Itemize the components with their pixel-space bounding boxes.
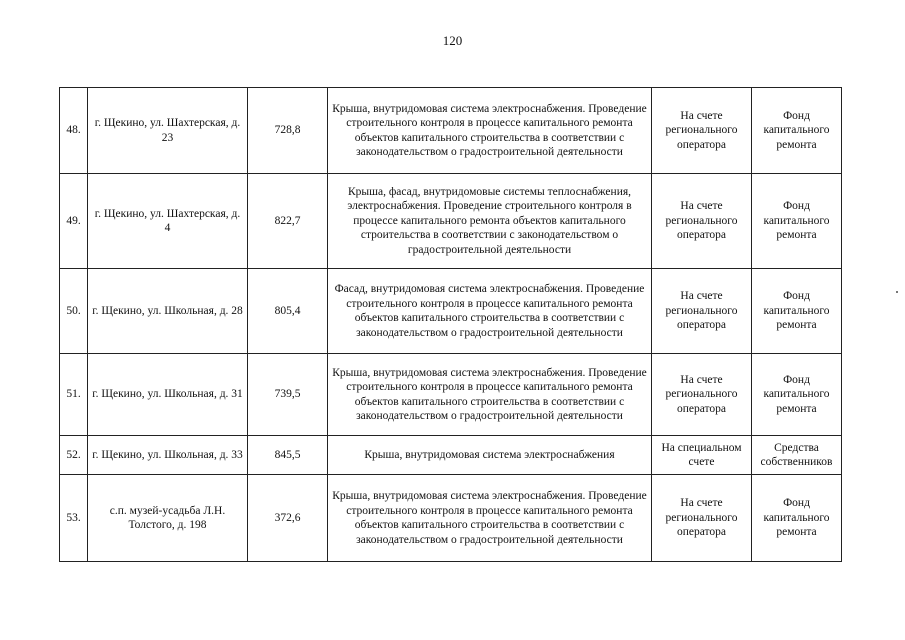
funding-cell: Фонд капитального ремонта	[752, 174, 842, 269]
row-number: 48.	[60, 88, 88, 174]
funding-cell: Фонд капитального ремонта	[752, 269, 842, 354]
row-number: 50.	[60, 269, 88, 354]
account-cell: На счете регионального оператора	[652, 269, 752, 354]
address-cell: с.п. музей-усадьба Л.Н. Толстого, д. 198	[88, 475, 248, 562]
area-cell: 805,4	[248, 269, 328, 354]
area-cell: 728,8	[248, 88, 328, 174]
table-row	[60, 88, 842, 174]
address-cell: г. Щекино, ул. Шахтерская, д. 4	[88, 174, 248, 269]
funding-cell: Фонд капитального ремонта	[752, 475, 842, 562]
scan-speck	[896, 291, 898, 293]
account-cell: На специальном счете	[652, 436, 752, 475]
area-cell: 845,5	[248, 436, 328, 475]
account-cell: На счете регионального оператора	[652, 475, 752, 562]
address-cell: г. Щекино, ул. Шахтерская, д. 23	[88, 88, 248, 174]
address-cell: г. Щекино, ул. Школьная, д. 28	[88, 269, 248, 354]
funding-cell: Фонд капитального ремонта	[752, 88, 842, 174]
row-number: 51.	[60, 354, 88, 436]
funding-cell: Средства собственников	[752, 436, 842, 475]
works-cell: Крыша, внутридомовая система электроснабжения. Проведение строительного контроля в процессе капитального ремонта объектов капитального строительства в соответствии с законодательством о градостроительной деятельности	[328, 88, 652, 174]
table-row	[60, 475, 842, 562]
row-number: 52.	[60, 436, 88, 475]
row-number: 53.	[60, 475, 88, 562]
table-row	[60, 174, 842, 269]
account-cell: На счете регионального оператора	[652, 354, 752, 436]
works-cell: Крыша, фасад, внутридомовые системы теплоснабжения, электроснабжения. Проведение строительного контроля в процессе капитального ремонта объектов капитального строительства в соответствии с законодательством о градостроительной деятельности	[328, 174, 652, 269]
account-cell: На счете регионального оператора	[652, 174, 752, 269]
works-cell: Крыша, внутридомовая система электроснабжения. Проведение строительного контроля в процессе капитального ремонта объектов капитального строительства в соответствии с законодательством о градостроительной деятельности	[328, 475, 652, 562]
area-cell: 822,7	[248, 174, 328, 269]
works-cell: Крыша, внутридомовая система электроснабжения	[328, 436, 652, 475]
page-number: 120	[442, 33, 463, 48]
funding-cell: Фонд капитального ремонта	[752, 354, 842, 436]
area-cell: 372,6	[248, 475, 328, 562]
address-cell: г. Щекино, ул. Школьная, д. 31	[88, 354, 248, 436]
area-cell: 739,5	[248, 354, 328, 436]
table-row	[60, 269, 842, 354]
capital-repair-table	[59, 87, 842, 562]
works-cell: Крыша, внутридомовая система электроснабжения. Проведение строительного контроля в процессе капитального ремонта объектов капитального строительства в соответствии с законодательством о градостроительной деятельности	[328, 354, 652, 436]
table-row	[60, 436, 842, 475]
address-cell: г. Щекино, ул. Школьная, д. 33	[88, 436, 248, 475]
table-row	[60, 354, 842, 436]
works-cell: Фасад, внутридомовая система электроснабжения. Проведение строительного контроля в процессе капитального ремонта объектов капитального строительства в соответствии с законодательством о градостроительной деятельности	[328, 269, 652, 354]
row-number: 49.	[60, 174, 88, 269]
account-cell: На счете регионального оператора	[652, 88, 752, 174]
